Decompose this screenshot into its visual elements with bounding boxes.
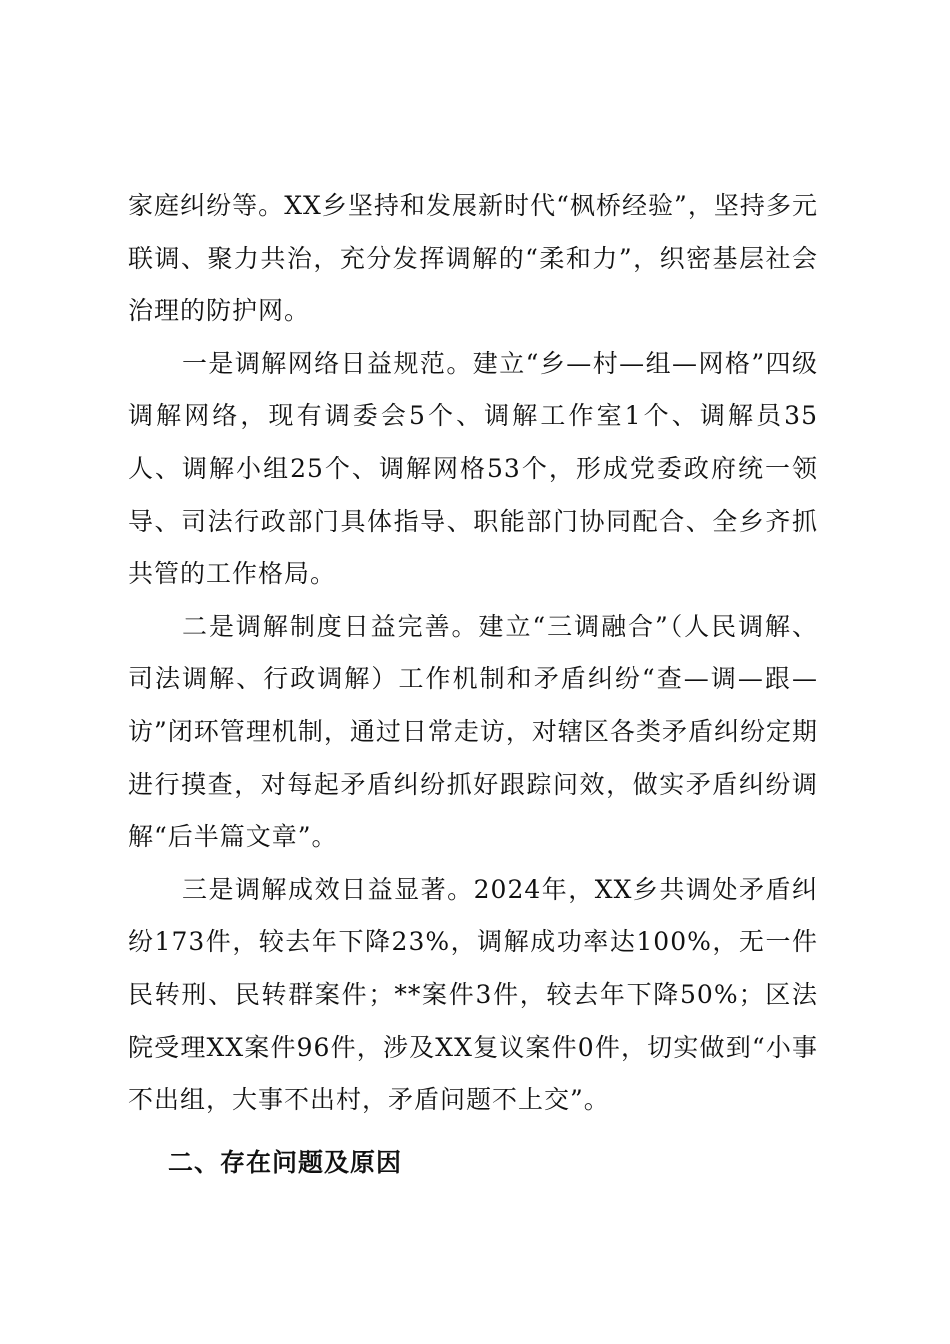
document-body xyxy=(128,180,818,1189)
paragraph-mediation-results: 三是调解成效日益显著。2024年，XX乡共调处矛盾纠纷173件，较去年下降23%，调解成功率达100%，无一件民转刑、民转群案件；**案件3件，较去年下降50%；区法院受理XX案件96件，涉及XX复议案件0件，切实做到“小事不出组，大事不出村，矛盾问题不上交”。 xyxy=(128,874,818,1115)
paragraph-mediation-network: 一是调解网络日益规范。建立“乡—村—组—网格”四级调解网络，现有调委会5个、调解工作室1个、调解员35人、调解小组25个、调解网格53个，形成党委政府统一领导、司法行政部门具体指导、职能部门协同配合、全乡齐抓共管的工作格局。 xyxy=(128,348,818,589)
section-heading: 二、存在问题及原因 xyxy=(168,1147,403,1177)
paragraph-intro-continuation: 家庭纠纷等。XX乡坚持和发展新时代“枫桥经验”，坚持多元联调、聚力共治，充分发挥调解的“柔和力”，织密基层社会治理的防护网。 xyxy=(128,191,818,326)
paragraph-mediation-system: 二是调解制度日益完善。建立“三调融合”（人民调解、司法调解、行政调解）工作机制和矛盾纠纷“查—调—跟—访”闭环管理机制，通过日常走访，对辖区各类矛盾纠纷定期进行摸查，对每起矛盾纠纷抓好跟踪问效，做实矛盾纠纷调解“后半篇文章”。 xyxy=(128,611,818,852)
